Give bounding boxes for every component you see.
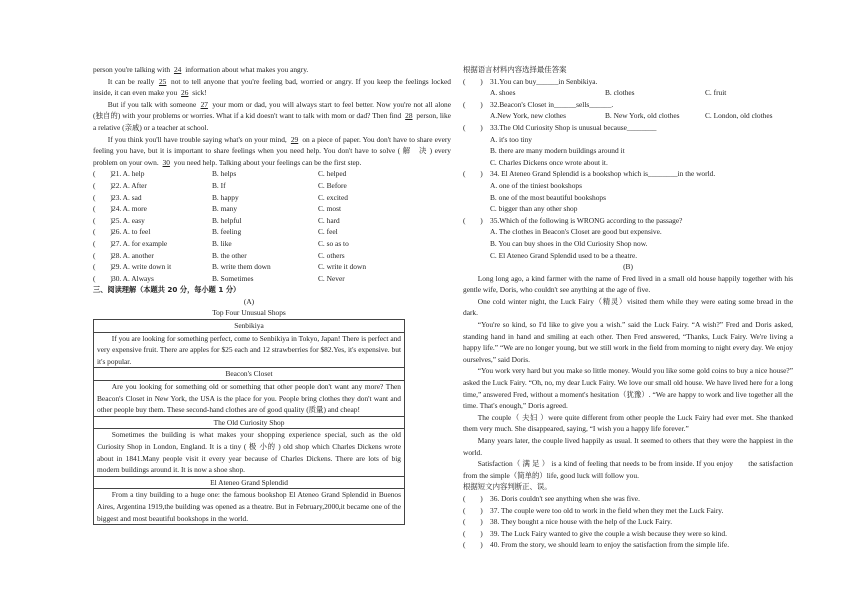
cloze-text: sick!	[192, 88, 207, 98]
option-c: C. others	[318, 250, 345, 260]
section-title: 三、阅读理解（本题共 20 分，每小题 1 分）	[93, 285, 241, 295]
option-a: 21. A. help	[112, 169, 145, 179]
answer-paren[interactable]: ( )	[93, 180, 113, 190]
cloze-options	[93, 168, 451, 284]
cloze-text: you need help. Talking about your feelings can be the first step.	[173, 157, 362, 167]
option-row-24	[93, 203, 451, 215]
answer-paren[interactable]: ( )	[93, 204, 113, 214]
question-31-options	[463, 87, 793, 99]
option-c: C. Before	[318, 180, 347, 190]
cloze-text: But if you talk with someone	[107, 99, 197, 109]
story-paragraph: Satisfaction（ 满 足 ） is a kind of feeling that needs to be from inside. If you enjoy the satisfaction from the simple（简单的）life, good luck will follow you.	[463, 459, 793, 480]
story-paragraph: “You work very hard but you make so little money. Would you like some gold coins to buy a nice house?” asked the Luck Fairy. “Oh, no, my dear Luck Fairy. We love our small old house. We have lived here for a long time,” answered Fred, without a moment's hesitation（犹豫）. “We are happy to work and live together all the time. That's enough,” Doris agreed.	[463, 366, 793, 411]
option-c: C. most	[318, 204, 341, 214]
answer-paren[interactable]: ( )	[93, 238, 113, 248]
option-a: 27. A. for example	[112, 238, 168, 248]
story-paragraph: One cold winter night, the Luck Fairy（精灵）visited them while they were eating some bread in the dark.	[463, 296, 793, 318]
question-stem: 32.Beacon's Closet in______sells______.	[490, 99, 614, 109]
answer-paren[interactable]: ( )	[463, 122, 483, 132]
blank-24: 24	[173, 65, 182, 74]
story-passage	[463, 273, 793, 482]
option-b: B. write them down	[212, 262, 271, 272]
question-40	[463, 539, 793, 551]
option-b: B. helps	[212, 169, 237, 179]
option-b: B. like	[212, 238, 232, 248]
option-row-23	[93, 192, 451, 204]
question-stem: 37. The couple were too old to work in the field when they met the Luck Fairy.	[490, 505, 724, 515]
answer-paren[interactable]: ( )	[93, 262, 113, 272]
answer-paren[interactable]: ( )	[463, 493, 483, 503]
option-b: B. Sometimes	[212, 273, 254, 283]
option-row-30	[93, 273, 451, 285]
question-stem: 34. El Ateneo Grand Splendid is a bookshop which is________in the world.	[490, 169, 716, 179]
option-c: C. bigger than any other shop	[490, 204, 578, 214]
option-row-28	[93, 250, 451, 262]
question-32-options	[463, 110, 793, 122]
answer-paren[interactable]: ( )	[463, 169, 483, 179]
option-a: 23. A. sad	[112, 192, 142, 202]
option-a: A. one of the tiniest bookshops	[490, 180, 582, 190]
shop-name: The Old Curiosity Shop	[94, 416, 405, 429]
question-stem: 31.You can buy______in Senbikiya.	[490, 76, 598, 86]
question-38	[463, 516, 793, 528]
answer-paren[interactable]: ( )	[463, 517, 483, 527]
cloze-text: person, like a relative (亲戚) or a teacher at school.	[93, 111, 451, 132]
option-c: C. El Ateneo Grand Splendid used to be a theatre.	[490, 250, 638, 260]
shop-description: From a tiny building to a huge one: the famous bookshop El Ateneo Grand Splendid in Buenos Aires, Argentina 1919,the building was opened as a theatre. But in February,2000,it became one of the biggest and most beautiful bookshops in the world.	[94, 489, 405, 525]
blank-27: 27	[200, 99, 208, 109]
shop-description: If you are looking for something perfect, come to Senbikiya in Tokyo, Japan! There is perfect and very expensive fruit. There are apples for $25 each and 12 strawberries for $82.Yes, it's expensive. but it's popular.	[94, 332, 405, 368]
cloze-text: It can be really	[107, 76, 155, 86]
blank-25: 25	[158, 76, 167, 86]
instruction-a: 根据语言材料内容选择最佳答案	[463, 65, 567, 74]
answer-paren[interactable]: ( )	[463, 505, 483, 515]
option-row-27	[93, 238, 451, 250]
story-paragraph: Many years later, the couple lived happily as usual. It seemed to others that they were the happiest in the world.	[463, 436, 793, 457]
answer-paren[interactable]: ( )	[463, 215, 483, 225]
shops-title: Top Four Unusual Shops	[212, 308, 286, 318]
option-c: C. excited	[318, 192, 348, 202]
answer-paren[interactable]: ( )	[93, 227, 113, 237]
cloze-text: your mom or dad, you will always start to feel better. Now you're not all alone (独自的) with your problems or worries. What if a kid doesn't want to talk with mom or dad? Then find	[93, 99, 451, 121]
question-stem: 38. They bought a nice house with the help of the Luck Fairy.	[490, 517, 673, 527]
option-c: C. feel	[318, 227, 338, 237]
question-stem: 33.The Old Curiosity Shop is unusual because________	[490, 122, 657, 132]
cloze-text: person you're talking with	[93, 65, 171, 74]
option-b: B. clothes	[605, 88, 635, 98]
option-a: 24. A. more	[112, 204, 147, 214]
answer-paren[interactable]: ( )	[93, 250, 113, 260]
option-b: B. If	[212, 180, 226, 190]
option-a: A.New York, new clothes	[490, 111, 566, 121]
option-a: A. it's too tiny	[490, 134, 532, 144]
option-b: B. many	[212, 204, 238, 214]
question-31	[463, 76, 793, 88]
answer-paren[interactable]: ( )	[463, 540, 483, 550]
question-32	[463, 99, 793, 111]
option-a: 22. A. After	[112, 180, 147, 190]
cloze-paragraph	[93, 134, 451, 169]
shop-name: Senbikiya	[94, 320, 405, 333]
question-34	[463, 168, 793, 180]
answer-paren[interactable]: ( )	[463, 76, 483, 86]
question-36	[463, 493, 793, 505]
shop-name: Beacon's Closet	[94, 368, 405, 381]
question-stem: 35.Which of the following is WRONG according to the passage?	[490, 215, 683, 225]
option-row-26	[93, 226, 451, 238]
option-a: 29. A. write down it	[112, 262, 172, 272]
option-b: B. the other	[212, 250, 247, 260]
story-paragraph: The couple（ 夫妇 ）were quite different from other people the Luck Fairy had ever met. She thanked them very much. She disappeared, saying, “I wish you a happy life forever.”	[463, 412, 793, 434]
blank-28: 28	[405, 111, 413, 121]
passage-b-label: (B)	[623, 262, 633, 272]
option-b: B. New York, old clothes	[605, 111, 680, 121]
option-b: B. one of the most beautiful bookshops	[490, 192, 606, 202]
blank-30: 30	[162, 157, 170, 167]
option-row-21	[93, 168, 451, 180]
shop-description: Sometimes the building is what makes your shopping experience special, such as the old Curiosity Shop in London, England. It is a tiny ( 极 小的 ) old shop which Charles Dickens wrote about in 1841.Many people visit it every year because of Charles Dickens. There are lots of big modern buildings around it. It is now a shoe shop.	[94, 429, 405, 476]
option-row-22	[93, 180, 451, 192]
option-b: B. You can buy shoes in the Old Curiosity Shop now.	[490, 238, 648, 248]
option-b: B. helpful	[212, 215, 242, 225]
left-column	[93, 64, 451, 525]
option-b: B. feeling	[212, 227, 242, 237]
question-33	[463, 122, 793, 134]
question-stem: 39. The Luck Fairy wanted to give the couple a wish because they were so kind.	[490, 528, 727, 538]
cloze-paragraph	[93, 76, 451, 99]
blank-26: 26	[181, 88, 189, 98]
question-39	[463, 528, 793, 540]
option-c: C. fruit	[705, 88, 727, 98]
option-c: C. write it down	[318, 262, 367, 272]
shop-description: Are you looking for something old or something that other people don't want any more? Then Beacon's Closet in New York, the USA is the place for you. People bring clothes they don't want and other people buy them. These second-hand clothes are of good quality (质量) and cheap!	[94, 381, 405, 417]
option-a: 28. A. another	[112, 250, 154, 260]
answer-paren[interactable]: ( )	[463, 528, 483, 538]
passage-a-label: (A)	[243, 296, 255, 306]
option-c: C. London, old clothes	[705, 111, 773, 121]
shops-table	[93, 319, 405, 525]
option-b: B. there are many modern buildings around it	[490, 146, 625, 156]
shop-name: El Ateneo Grand Splendid	[94, 476, 405, 489]
option-c: C. Never	[318, 273, 345, 283]
cloze-paragraph	[93, 99, 451, 134]
option-c: C. hard	[318, 215, 340, 225]
blank-29: 29	[290, 134, 299, 144]
question-stem: 40. From the story, we should learn to enjoy the satisfaction from the simple life.	[490, 540, 730, 550]
story-paragraph: “You're so kind, so I'd like to give you a wish.” said the Luck Fairy. “A wish?” Fred and Doris asked, standing hand in hand and smiling at each other. Then Fred answered, “Thanks, Luck Fairy. We're living a happy life.” “We are no longer young, but we still work in the field from morning to night every day. We enjoy ourselves,” said Doris.	[463, 320, 793, 364]
question-stem: 36. Doris couldn't see anything when she was five.	[490, 493, 640, 503]
answer-paren[interactable]: ( )	[93, 192, 113, 202]
cloze-text: information about what makes you angry.	[185, 65, 309, 74]
option-a: A. The clothes in Beacon's Closet are good but expensive.	[490, 227, 662, 237]
cloze-text: If you think you'll have trouble saying what's on your mind,	[107, 134, 287, 144]
question-35	[463, 215, 793, 227]
question-37	[463, 505, 793, 517]
option-row-29	[93, 261, 451, 273]
answer-paren[interactable]: ( )	[93, 169, 113, 179]
option-a: 25. A. easy	[112, 215, 145, 225]
instruction-b: 根据短文内容判断正、误。	[463, 482, 552, 492]
cloze-text: on a piece of paper. You don't have to share every feeling you have, but it is important to share feelings when you need help. You don't have to solve ( 解 决 ) every problem on your own.	[93, 134, 451, 167]
option-b: B. happy	[212, 192, 239, 202]
option-a: A. shoes	[490, 88, 516, 98]
cloze-paragraph	[93, 64, 451, 76]
option-c: C. Charles Dickens once wrote about it.	[490, 157, 608, 167]
option-a: 26. A. to feel	[112, 227, 151, 237]
option-c: C. so as to	[318, 238, 349, 248]
cloze-text: not to tell anyone that you're feeling bad, worried or angry. If you keep the feelings locked inside, it can even make you	[93, 76, 451, 98]
option-row-25	[93, 215, 451, 227]
answer-paren[interactable]: ( )	[93, 215, 113, 225]
answer-paren[interactable]: ( )	[93, 273, 113, 283]
story-paragraph: Long long ago, a kind farmer with the name of Fred lived in a small old house happily together with his gentle wife, Doris, who couldn't see anything at the age of five.	[463, 273, 793, 295]
right-column	[463, 64, 793, 551]
answer-paren[interactable]: ( )	[463, 99, 483, 109]
option-c: C. helped	[318, 169, 347, 179]
option-a: 30. A. Always	[112, 273, 154, 283]
